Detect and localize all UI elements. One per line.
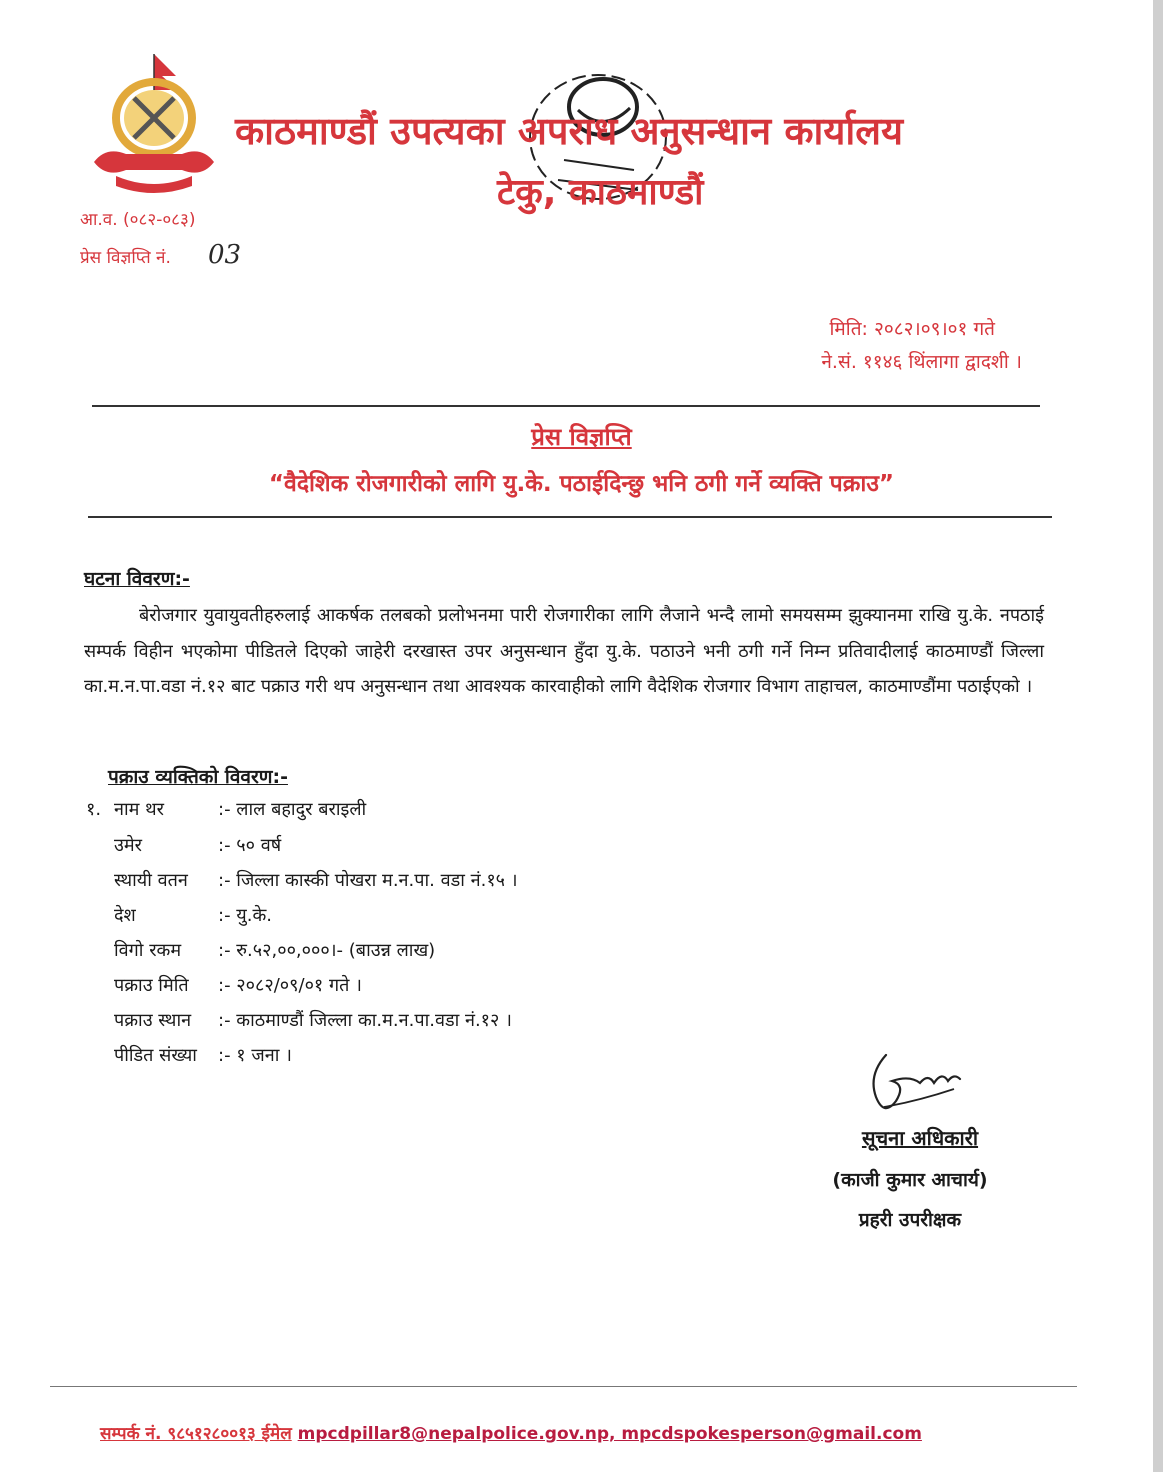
handwritten-signature	[862, 1045, 972, 1125]
detail-value: :- १ जना ।	[218, 1045, 292, 1066]
detail-value: :- २०८२/०९/०१ गते ।	[218, 975, 362, 996]
detail-row-victims	[86, 1043, 292, 1067]
footer-contact-prefix: सम्पर्क नं. ९८५१२८००१३ ईमेल	[100, 1424, 292, 1444]
detail-row-name	[86, 797, 366, 821]
detail-label: पक्राउ मिति	[114, 975, 189, 996]
title-divider	[88, 516, 1052, 518]
detail-value: :- जिल्ला कास्की पोखरा म.न.पा. वडा नं.१५ ।	[218, 870, 518, 891]
fiscal-year: आ.व. (०८२-०८३)	[80, 210, 196, 230]
detail-row-address	[86, 868, 518, 892]
press-number-value: 03	[208, 240, 242, 270]
signatory-name: (काजी कुमार आचार्य)	[832, 1169, 988, 1191]
detail-label: उमेर	[114, 835, 142, 856]
press-release-subheading: “वैदेशिक रोजगारीको लागि यु.के. पठाईदिन्छु भनि ठगी गर्ने व्यक्ति पक्राउ”	[268, 471, 895, 497]
release-date: मिति: २०८२।०९।०१ गते	[829, 318, 995, 340]
footer-contact	[100, 1421, 922, 1444]
incident-section-label: घटना विवरण:-	[84, 568, 190, 590]
detail-value: :- यु.के.	[218, 905, 272, 926]
detail-value: :- ५० वर्ष	[218, 835, 282, 856]
detail-row-arrest-place	[86, 1008, 512, 1032]
arrested-section-label: पक्राउ व्यक्तिको विवरण:-	[108, 766, 288, 788]
signatory-title: सूचना अधिकारी	[861, 1126, 979, 1150]
detail-value: :- लाल बहादुर बराइली	[218, 799, 367, 820]
incident-paragraph: बेरोजगार युवायुवतीहरुलाई आकर्षक तलबको प्रलोभनमा पारी रोजगारीका लागि लैजाने भन्दै लामो समयसम्म झुक्यानमा राखि यु.के. नपठाई सम्पर्क विहीन भएकोमा पीडितले दिएको जाहेरी दरखास्त उपर अनुसन्धान हुँदा यु.के. पठाउने भनी ठगी गर्ने निम्न प्रतिवादीलाई काठमाण्डौं जिल्ला का.म.न.पा.वडा नं.१२ बाट पक्राउ गरी थप अनुसन्धान तथा आवश्यक कारवाहीको लागि वैदेशिक रोजगार विभाग ताहाचल, काठमाण्डौंमा पठाईएको ।	[84, 605, 1044, 697]
press-number-label: प्रेस विज्ञप्ति नं.	[80, 248, 171, 268]
detail-label: नाम थर	[114, 799, 165, 820]
detail-row-amount	[86, 938, 435, 962]
detail-value: :- काठमाण्डौं जिल्ला का.म.न.पा.वडा नं.१२ ।	[218, 1010, 512, 1031]
signatory-rank: प्रहरी उपरीक्षक	[858, 1209, 962, 1231]
detail-label: विगो रकम	[114, 940, 182, 961]
press-release-heading: प्रेस विज्ञप्ति	[531, 423, 632, 451]
top-divider	[92, 405, 1040, 407]
page-edge	[1153, 0, 1163, 1472]
detail-label: देश	[114, 905, 136, 926]
detail-label: स्थायी वतन	[114, 870, 188, 891]
detail-label: पीडित संख्या	[114, 1045, 197, 1066]
detail-row-country	[86, 903, 272, 927]
detail-row-age	[86, 833, 281, 857]
detail-value: :- रु.५२,००,०००।- (बाउन्न लाख)	[218, 940, 436, 961]
nepal-police-emblem-logo	[86, 54, 242, 198]
office-location: टेकु, काठमाण्डौं	[497, 172, 704, 213]
footer-divider	[50, 1386, 1077, 1387]
nepal-sambat-date: ने.सं. ११४६ थिंलागा द्वादशी ।	[821, 351, 1022, 373]
page-title	[0, 420, 1163, 453]
office-name: काठमाण्डौं उपत्यका अपराध अनुसन्धान कार्यालय	[235, 109, 904, 153]
detail-row-arrest-date	[86, 973, 362, 997]
detail-label: पक्राउ स्थान	[114, 1010, 192, 1031]
detail-number: १.	[86, 799, 102, 820]
footer-emails[interactable]: mpcdpillar8@nepalpolice.gov.np, mpcdspokesperson@gmail.com	[297, 1424, 922, 1444]
